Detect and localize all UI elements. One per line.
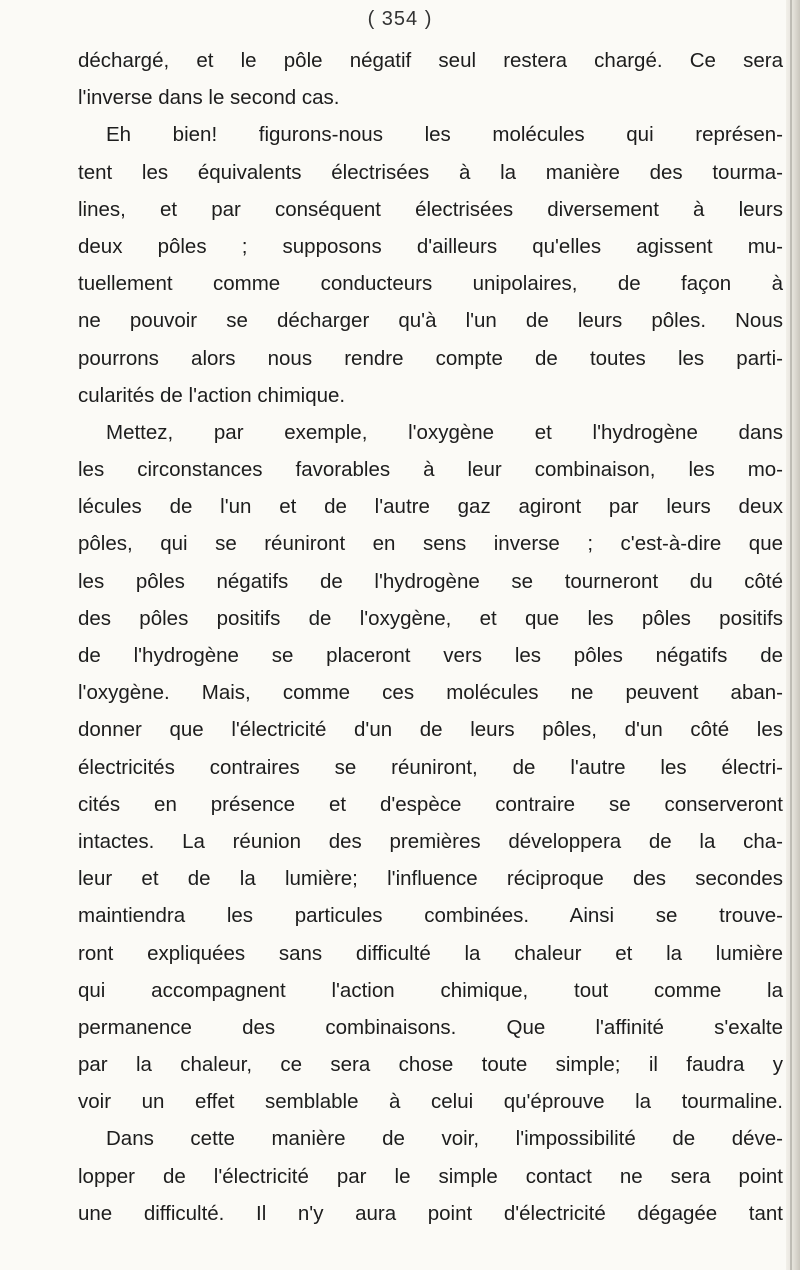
- text-line: maintiendra les particules combinées. Ainsi se trouve-: [78, 904, 783, 928]
- text-line: déchargé, et le pôle négatif seul restera chargé. Ce sera: [78, 49, 783, 72]
- text-line: lines, et par conséquent électrisées diversement à leurs: [78, 197, 783, 221]
- text-line: qui accompagnent l'action chimique, tout comme la: [78, 978, 783, 1002]
- text-line: intactes. La réunion des premières développera de la cha-: [78, 829, 783, 853]
- text-line: pourrons alors nous rendre compte de toutes les parti-: [78, 346, 783, 370]
- text-line: tuellement comme conducteurs unipolaires, de façon à: [78, 272, 783, 296]
- paragraph-start-line: Dans cette manière de voir, l'impossibilité de déve-: [106, 1127, 783, 1151]
- page-number: ( 354 ): [367, 8, 433, 30]
- paragraph-start-line: Mettez, par exemple, l'oxygène et l'hydrogène dans: [106, 420, 783, 444]
- text-line: lécules de l'un et de l'autre gaz agiront par leurs deux: [78, 495, 783, 519]
- text-line: les circonstances favorables à leur combinaison, les mo-: [78, 458, 783, 482]
- text-line: permanence des combinaisons. Que l'affinité s'exalte: [78, 1015, 783, 1039]
- text-line: pôles, qui se réuniront en sens inverse ; c'est-à-dire que: [78, 532, 783, 556]
- text-line: de l'hydrogène se placeront vers les pôles négatifs de: [78, 644, 783, 667]
- text-line: voir un effet semblable à celui qu'éprouve la tourmaline.: [78, 1090, 783, 1114]
- text-line: par la chaleur, ce sera chose toute simple; il faudra y: [78, 1053, 783, 1077]
- text-line: l'inverse dans le second cas.: [78, 86, 340, 110]
- page-edge-shadow: [786, 0, 800, 1270]
- text-line: ne pouvoir se décharger qu'à l'un de leurs pôles. Nous: [78, 309, 783, 333]
- body-text: [78, 42, 783, 1232]
- text-line: électricités contraires se réuniront, de l'autre les électri-: [78, 755, 783, 779]
- text-line: leur et de la lumière; l'influence réciproque des secondes: [78, 867, 783, 891]
- text-line: cités en présence et d'espèce contraire se conserveront: [78, 792, 783, 816]
- text-line: deux pôles ; supposons d'ailleurs qu'elles agissent mu-: [78, 234, 783, 258]
- text-line: cularités de l'action chimique.: [78, 383, 346, 407]
- text-line: lopper de l'électricité par le simple contact ne sera point: [78, 1164, 783, 1188]
- text-line: les pôles négatifs de l'hydrogène se tourneront du côté: [78, 569, 783, 593]
- text-line: ront expliquées sans difficulté la chaleur et la lumière: [78, 941, 783, 965]
- text-line: l'oxygène. Mais, comme ces molécules ne peuvent aban-: [78, 681, 783, 705]
- text-line: une difficulté. Il n'y aura point d'électricité dégagée tant: [78, 1201, 783, 1225]
- text-line: donner que l'électricité d'un de leurs pôles, d'un côté les: [78, 718, 783, 742]
- text-line: des pôles positifs de l'oxygène, et que les pôles positifs: [78, 606, 783, 630]
- page-edge-rule: [790, 0, 792, 1270]
- text-line: tent les équivalents électrisées à la manière des tourma-: [78, 160, 783, 184]
- paragraph-start-line: Eh bien! figurons-nous les molécules qui représen-: [106, 123, 783, 147]
